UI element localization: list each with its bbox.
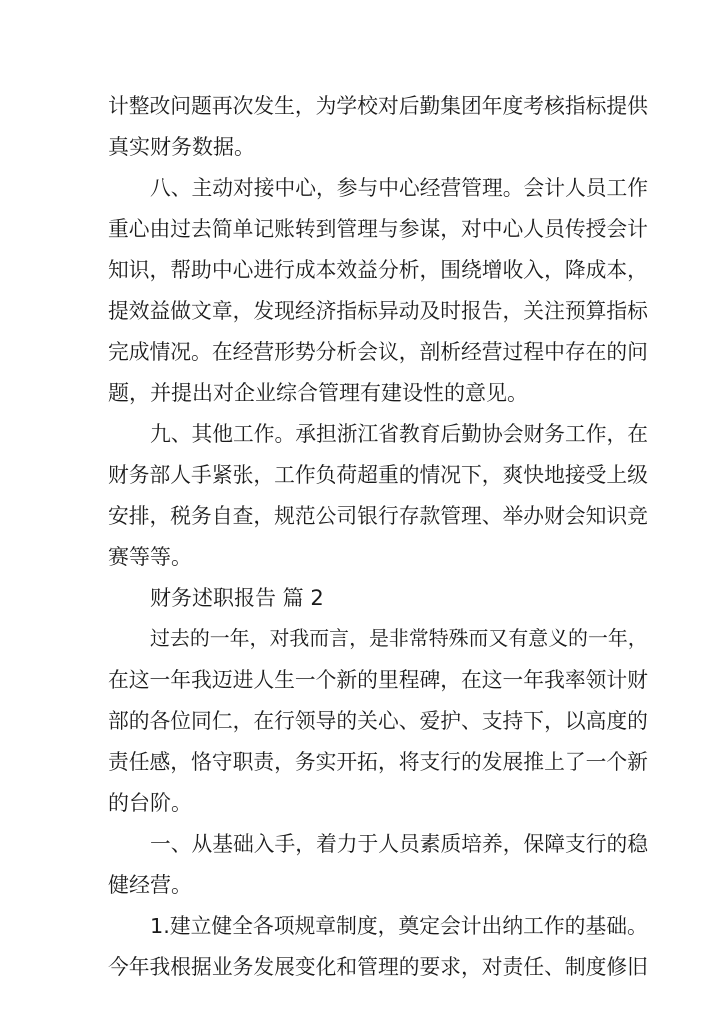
text-line: 的台阶。	[108, 791, 192, 815]
text-line: 计整改问题再次发生，为学校对后勤集团年度考核指标提供	[108, 94, 648, 118]
text-line: 八、主动对接中心，参与中心经营管理。会计人员工作	[150, 176, 649, 200]
text-line: 过去的一年，对我而言，是非常特殊而又有意义的一年，	[150, 627, 648, 650]
text-line: 1.建立健全各项规章制度，奠定会计出纳工作的基础。	[150, 914, 648, 938]
text-line: 重心由过去简单记账转到管理与参谋，对中心人员传授会计	[108, 217, 648, 241]
text-line: 题，并提出对企业综合管理有建设性的意见。	[108, 381, 528, 405]
text-line: 健经营。	[108, 873, 192, 897]
text-line: 九、其他工作。承担浙江省教育后勤协会财务工作，在	[150, 422, 649, 446]
text-line: 提效益做文章，发现经济指标异动及时报告，关注预算指标	[108, 299, 648, 323]
text-line: 在这一年我迈进人生一个新的里程碑，在这一年我率领计财	[108, 668, 648, 692]
text-line: 赛等等。	[108, 545, 192, 569]
text-line: 安排，税务自查，规范公司银行存款管理、举办财会知识竞	[108, 504, 648, 528]
text-line: 真实财务数据。	[108, 135, 255, 159]
section-heading: 财务述职报告 篇 2	[150, 586, 324, 610]
text-line: 完成情况。在经营形势分析会议，剖析经营过程中存在的问	[108, 340, 648, 364]
text-line: 一、从基础入手，着力于人员素质培养，保障支行的稳	[150, 832, 649, 856]
text-line: 财务部人手紧张，工作负荷超重的情况下，爽快地接受上级	[108, 463, 648, 487]
text-line: 部的各位同仁，在行领导的关心、爱护、支持下，以高度的	[108, 709, 648, 733]
text-line: 知识，帮助中心进行成本效益分析，围绕增收入，降成本，	[108, 258, 648, 282]
text-line: 今年我根据业务发展变化和管理的要求，对责任、制度修旧	[108, 955, 648, 979]
text-line: 责任感，恪守职责，务实开拓，将支行的发展推上了一个新	[108, 750, 648, 774]
